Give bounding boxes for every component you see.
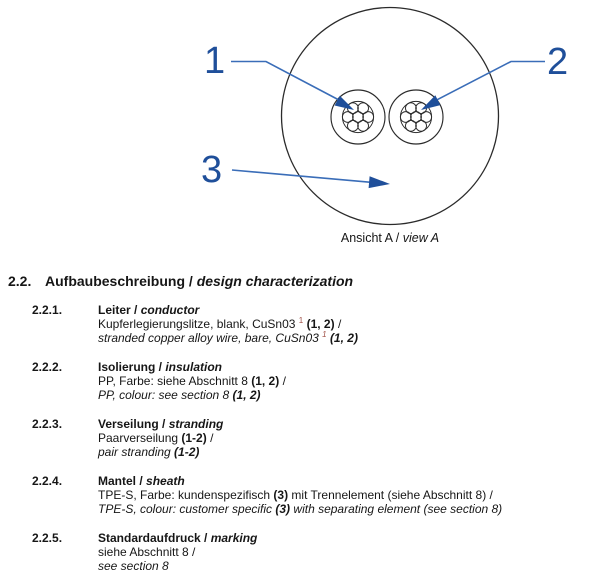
subsection-text-line: see section 8 <box>98 559 169 573</box>
subsection-number: 2.2.4. <box>32 474 63 488</box>
subsection-title: Isolierung / insulation <box>98 360 223 374</box>
subsection-body <box>98 474 502 516</box>
section-number: 2.2. <box>8 273 32 289</box>
section-title: Aufbaubeschreibung / design characterization <box>45 273 354 289</box>
subsection-title: Verseilung / stranding <box>98 417 224 431</box>
subsection-body <box>98 303 358 345</box>
subsection-number: 2.2.2. <box>32 360 63 374</box>
subsection <box>8 417 610 459</box>
diagram-label-2: 2 <box>547 41 569 83</box>
subsection <box>8 474 610 516</box>
subsection-body <box>98 417 223 459</box>
leader-arrow-3 <box>232 170 390 188</box>
caption-de: Ansicht A <box>340 231 393 245</box>
design-characterization-section <box>0 258 610 573</box>
sheath-circle <box>282 8 499 225</box>
subsection-title: Mantel / sheath <box>98 474 185 488</box>
subsection <box>8 360 610 402</box>
subsection-body <box>98 531 257 573</box>
subsection-body <box>98 360 286 402</box>
subsection <box>8 303 610 345</box>
subsection-number: 2.2.5. <box>32 531 63 545</box>
leader-arrow-2 <box>421 62 545 111</box>
subsection-text-line: stranded copper alloy wire, bare, CuSn03 $^1$ (1, 2) <box>98 330 358 345</box>
diagram-label-3: 3 <box>201 149 223 191</box>
subsection-text-line: TPE-S, colour: customer specific (3) with separating element (see section 8) <box>98 502 503 516</box>
subsection <box>8 531 610 573</box>
subsection-text-line: Paarverseilung (1-2) / <box>98 431 214 445</box>
diagram-label-1: 1 <box>204 40 226 82</box>
subsection-text-line: PP, Farbe: siehe Abschnitt 8 (1, 2) / <box>98 374 286 388</box>
subsection-list <box>8 303 610 573</box>
subsection-number: 2.2.1. <box>32 303 63 317</box>
diagram-caption <box>290 231 490 245</box>
subsection-title: Leiter / conductor <box>98 303 200 317</box>
cable-cross-section-diagram <box>0 0 610 258</box>
subsection-number: 2.2.3. <box>32 417 63 431</box>
subsection-text-line: PP, colour: see section 8 (1, 2) <box>98 388 261 402</box>
subsection-title: Standardaufdruck / marking <box>98 531 258 545</box>
subsection-text-line: siehe Abschnitt 8 / <box>98 545 196 559</box>
section-heading <box>8 272 610 290</box>
subsection-text-line: TPE-S, Farbe: kundenspezifisch (3) mit Trennelement (siehe Abschnitt 8) / <box>98 488 493 502</box>
caption-separator: / <box>392 231 403 245</box>
subsection-text-line: Kupferlegierungslitze, blank, CuSn03 $^1$ (1, 2) / <box>98 316 342 331</box>
subsection-text-line: pair stranding (1-2) <box>98 445 200 459</box>
diagram-canvas <box>0 0 610 258</box>
caption-en: view A <box>402 231 440 245</box>
